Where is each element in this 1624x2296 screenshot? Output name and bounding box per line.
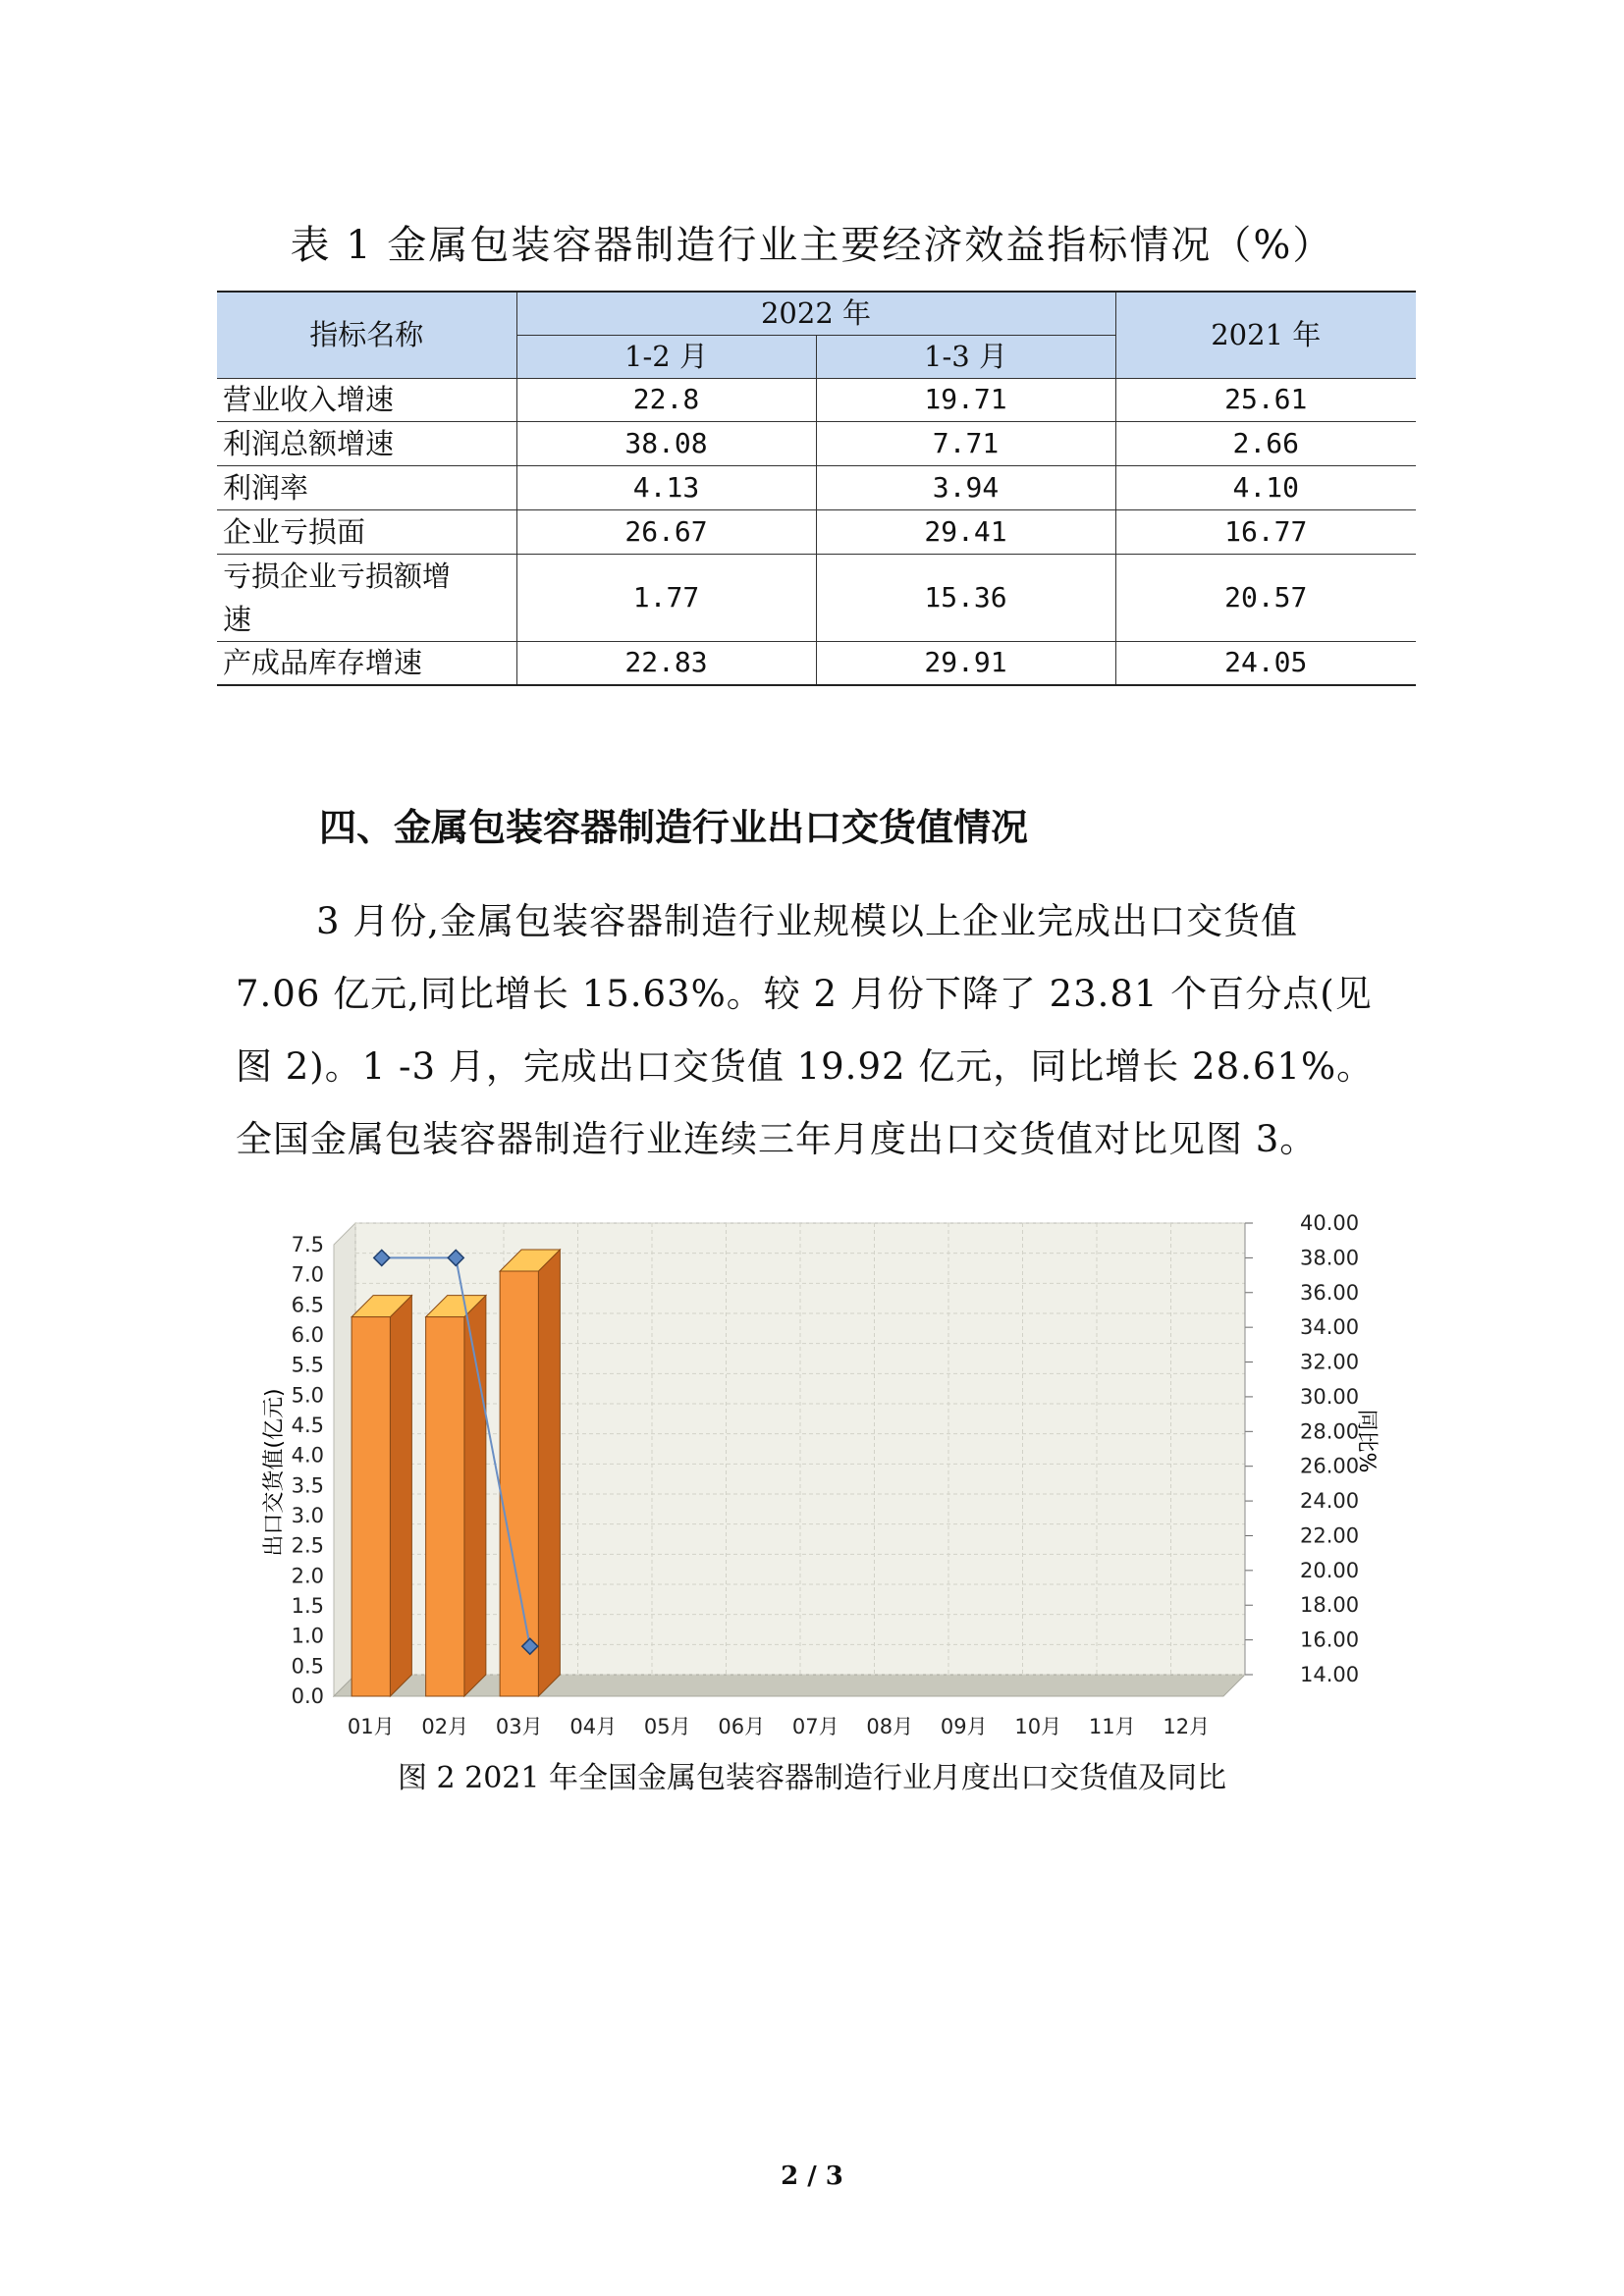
header-2021: 2021 年	[1115, 292, 1416, 378]
x-tick-label: 12月	[1163, 1715, 1211, 1738]
x-tick-label: 09月	[940, 1715, 988, 1738]
cell-jan-mar: 15.36	[816, 554, 1115, 641]
y-tick-label: 3.5	[291, 1473, 324, 1498]
row-name: 利润率	[217, 465, 516, 509]
y-axis-label: 出口交货值(亿元)	[262, 1388, 287, 1557]
y-tick-label: 2.0	[291, 1564, 324, 1588]
paragraph-line: 3 月份,金属包装容器制造行业规模以上企业完成出口交货值	[316, 900, 1299, 942]
cell-2021: 25.61	[1115, 378, 1416, 421]
y2-tick-label: 40.00	[1300, 1211, 1360, 1235]
page-number: 2 / 3	[781, 2162, 843, 2191]
cell-2021: 16.77	[1115, 509, 1416, 554]
header-2022: 2022 年	[516, 292, 1115, 335]
bar-front	[426, 1317, 464, 1696]
table-title: 表 1 金属包装容器制造行业主要经济效益指标情况（%）	[290, 223, 1334, 268]
table-row	[217, 378, 1416, 421]
y2-tick-label: 22.00	[1300, 1523, 1360, 1548]
y-tick-label: 7.5	[291, 1233, 324, 1256]
cell-jan-mar: 19.71	[816, 378, 1115, 421]
y2-tick-label: 18.00	[1300, 1593, 1360, 1618]
bar	[500, 1250, 560, 1696]
y2-tick-label: 28.00	[1300, 1419, 1360, 1444]
export-value-chart	[245, 1205, 1379, 1738]
y-tick-label: 4.5	[291, 1414, 324, 1437]
x-tick-label: 11月	[1088, 1715, 1136, 1738]
cell-jan-mar: 29.91	[816, 641, 1115, 685]
y-tick-label: 6.5	[291, 1293, 324, 1317]
y-tick-label: 1.5	[291, 1594, 324, 1618]
cell-jan-mar: 29.41	[816, 509, 1115, 554]
x-tick-label: 01月	[347, 1715, 395, 1738]
y-tick-label: 6.0	[291, 1323, 324, 1347]
cell-2021: 4.10	[1115, 465, 1416, 509]
table-row	[217, 465, 1416, 509]
x-tick-label: 06月	[718, 1715, 766, 1738]
row-name-line-2: 速	[223, 602, 252, 636]
indicator-table	[217, 291, 1416, 686]
bar	[352, 1296, 411, 1696]
table-row	[217, 421, 1416, 465]
cell-jan-feb: 1.77	[516, 554, 816, 641]
x-tick-label: 05月	[643, 1715, 691, 1738]
cell-jan-feb: 26.67	[516, 509, 816, 554]
chart-caption: 图 2 2021 年全国金属包装容器制造行业月度出口交货值及同比	[397, 1761, 1227, 1795]
row-name: 营业收入增速	[217, 378, 516, 421]
header-2022-jan-mar: 1-3 月	[816, 335, 1115, 378]
cell-jan-mar: 3.94	[816, 465, 1115, 509]
row-name-line-1: 亏损企业亏损额增	[223, 559, 452, 593]
x-tick-label: 08月	[866, 1715, 914, 1738]
bar-side	[538, 1250, 560, 1696]
cell-2021: 2.66	[1115, 421, 1416, 465]
cell-2021: 20.57	[1115, 554, 1416, 641]
chart-bars	[352, 1250, 560, 1696]
x-tick-label: 10月	[1014, 1715, 1062, 1738]
cell-2021: 24.05	[1115, 641, 1416, 685]
row-name	[217, 554, 516, 641]
bar-front	[500, 1271, 538, 1696]
y2-tick-label: 14.00	[1300, 1663, 1360, 1686]
y2-tick-label: 38.00	[1300, 1246, 1360, 1270]
y-tick-label: 4.0	[291, 1443, 324, 1468]
table-row	[217, 509, 1416, 554]
paragraph-line: 全国金属包装容器制造行业连续三年月度出口交货值对比见图 3。	[236, 1118, 1318, 1160]
y2-tick-label: 34.00	[1300, 1315, 1360, 1340]
cell-jan-feb: 38.08	[516, 421, 816, 465]
cell-jan-mar: 7.71	[816, 421, 1115, 465]
y2-axis-label: 同比%	[1354, 1409, 1379, 1473]
bar-front	[352, 1317, 390, 1696]
x-tick-label: 03月	[495, 1715, 543, 1738]
y2-tick-label: 24.00	[1300, 1489, 1360, 1514]
table-row	[217, 641, 1416, 685]
cell-jan-feb: 4.13	[516, 465, 816, 509]
y2-tick-label: 32.00	[1300, 1350, 1360, 1374]
paragraph-line: 7.06 亿元,同比增长 15.63%。较 2 月份下降了 23.81 个百分点(见	[236, 973, 1373, 1015]
paragraph-line: 图 2)。1 -3 月，完成出口交货值 19.92 亿元，同比增长 28.61%。	[236, 1045, 1375, 1088]
row-name: 企业亏损面	[217, 509, 516, 554]
y2-tick-label: 16.00	[1300, 1628, 1360, 1652]
row-name: 产成品库存增速	[217, 641, 516, 685]
y-tick-label: 1.0	[291, 1624, 324, 1648]
section-heading: 四、金属包装容器制造行业出口交货值情况	[319, 806, 1029, 849]
x-tick-label: 07月	[791, 1715, 839, 1738]
bar-side	[390, 1296, 411, 1696]
y2-tick-label: 30.00	[1300, 1384, 1360, 1409]
y-tick-label: 2.5	[291, 1533, 324, 1558]
row-name: 利润总额增速	[217, 421, 516, 465]
x-tick-label: 02月	[421, 1715, 469, 1738]
y2-tick-label: 20.00	[1300, 1558, 1360, 1582]
table-row	[217, 554, 1416, 641]
y-tick-label: 3.0	[291, 1504, 324, 1527]
x-tick-label: 04月	[569, 1715, 618, 1738]
y-tick-label: 0.0	[291, 1684, 324, 1708]
chart-back-wall	[355, 1223, 1245, 1675]
header-2022-jan-feb: 1-2 月	[516, 335, 816, 378]
header-indicator-name: 指标名称	[217, 292, 516, 378]
y2-tick-label: 36.00	[1300, 1280, 1360, 1305]
y-tick-label: 0.5	[291, 1654, 324, 1679]
bar	[426, 1296, 486, 1696]
y2-tick-label: 26.00	[1300, 1454, 1360, 1478]
y-tick-label: 5.0	[291, 1383, 324, 1408]
cell-jan-feb: 22.83	[516, 641, 816, 685]
y-tick-label: 5.5	[291, 1353, 324, 1377]
cell-jan-feb: 22.8	[516, 378, 816, 421]
y-tick-label: 7.0	[291, 1262, 324, 1287]
